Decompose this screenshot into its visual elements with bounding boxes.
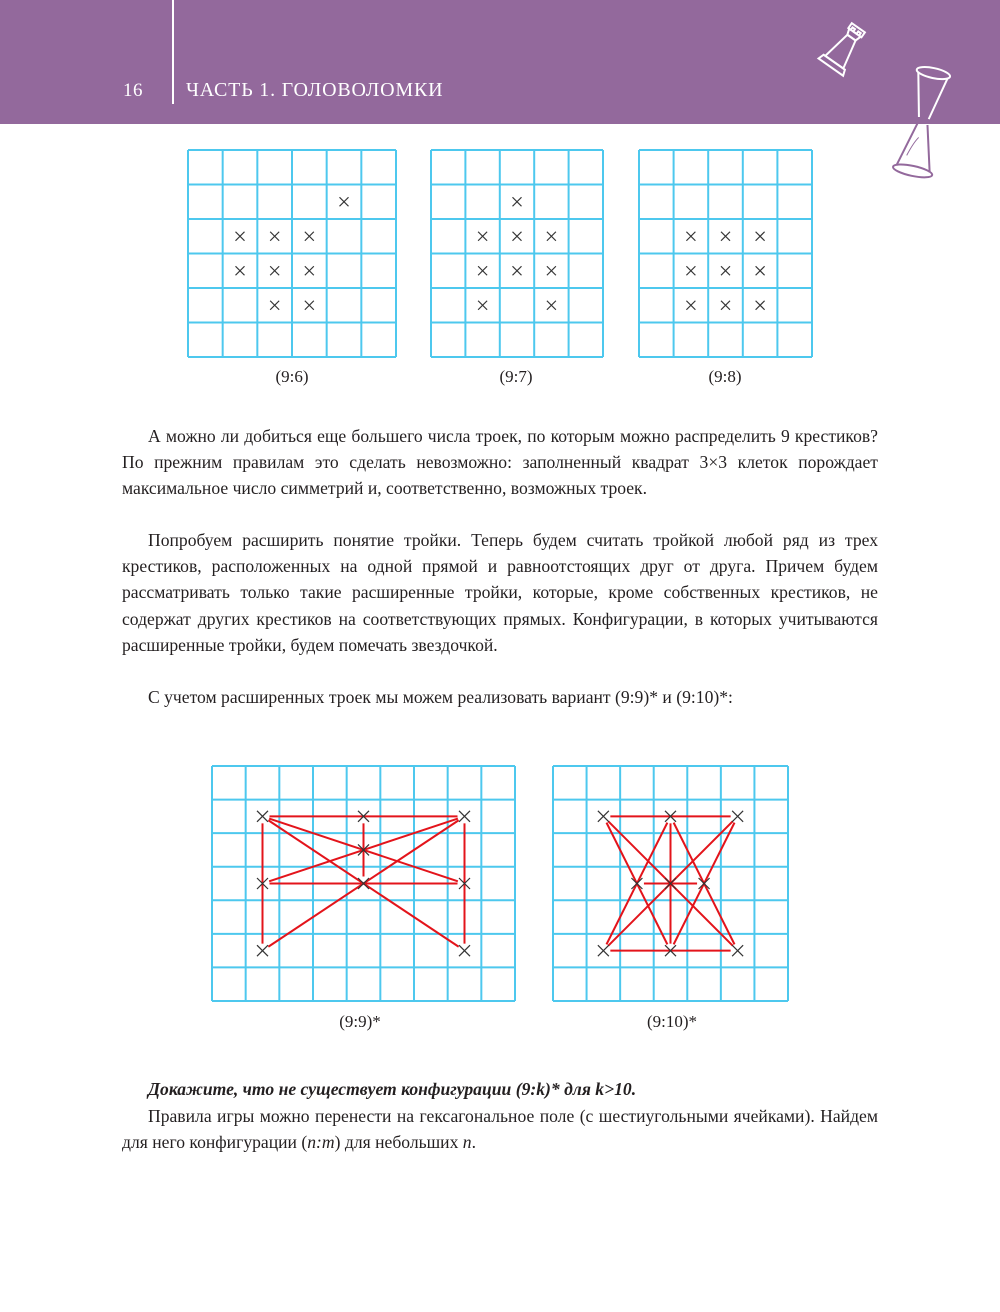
grid-figure-9-6 [187, 149, 397, 358]
cross-mark [598, 811, 609, 822]
grid-figure-9-7 [430, 149, 604, 358]
paragraph-4-n: n [462, 1132, 472, 1153]
grid-figure-9-8 [638, 149, 813, 358]
cross-mark [513, 197, 522, 206]
cross-mark [732, 945, 743, 956]
cross-mark [686, 232, 695, 241]
cross-mark [257, 945, 268, 956]
cross-mark [270, 266, 279, 275]
cross-mark [756, 301, 765, 310]
cross-mark [547, 232, 556, 241]
hourglass-icon [888, 62, 958, 182]
paragraph-2 [122, 527, 878, 658]
cross-mark [513, 232, 522, 241]
cross-mark [305, 301, 314, 310]
cross-mark [547, 266, 556, 275]
cross-mark [721, 301, 730, 310]
cross-mark [598, 945, 609, 956]
cross-mark [547, 301, 556, 310]
cross-mark [257, 811, 268, 822]
cross-mark [631, 878, 642, 889]
figure-caption: (9:9)* [339, 1012, 381, 1031]
header-divider [172, 0, 174, 104]
cross-mark [513, 266, 522, 275]
task-statement [122, 1076, 878, 1102]
cross-mark [686, 266, 695, 275]
cross-mark [699, 878, 710, 889]
cross-mark [732, 811, 743, 822]
cross-mark [478, 266, 487, 275]
running-head: ЧАСТЬ 1. ГОЛОВОЛОМКИ [186, 79, 444, 101]
cross-mark [686, 301, 695, 310]
paragraph-2-text: Попробуем расширить понятие тройки. Теперь будем считать тройкой любой ряд из трех крестиков, расположенных на одной прямой и равноотстоящих друг от друга. Причем будем рассматривать только такие расширенные тройки, которые, кроме собственных крестиков, не содержат других крестиков на соответствующих прямых. Конфигурации, в которых учитываются расширенные тройки, будем помечать звездочкой. [122, 530, 878, 655]
grid-figure-9-10-star [552, 765, 789, 1002]
cross-mark [459, 945, 470, 956]
figure-caption: (9:7) [499, 367, 533, 386]
paragraph-4-nm: n:m [307, 1132, 335, 1153]
figure-caption: (9:8) [708, 367, 742, 386]
paragraph-1 [122, 423, 878, 502]
paragraph-4-text-c: . [471, 1132, 476, 1153]
paragraph-3-text: С учетом расширенных троек мы можем реализовать вариант (9:9)* и (9:10)*: [148, 687, 733, 707]
paragraph-4-text-b: ) для небольших [334, 1132, 463, 1153]
grid-figure-9-9-star [211, 765, 516, 1002]
cross-mark [236, 232, 245, 241]
cross-mark [340, 197, 349, 206]
page-number: 16 [123, 80, 143, 101]
figure-caption: (9:6) [275, 367, 309, 386]
task-text: Докажите, что не существует конфигурации (9:k)* для k>10. [148, 1079, 637, 1099]
chess-rook-icon [800, 18, 880, 90]
paragraph-4-text-a: Правила игры можно перенести на гексагональное поле (с шестиугольными ячейками). Найдем для него конфигурации ( [122, 1106, 878, 1153]
cross-mark [459, 811, 470, 822]
paragraph-1-text: А можно ли добиться еще большего числа троек, по которым можно распределить 9 крестиков? По прежним правилам это сделать невозможно: заполненный квадрат 3×3 клеток порождает максимальное число симметрий и, соответственно, возможных троек. [122, 426, 878, 499]
cross-mark [305, 266, 314, 275]
cross-mark [478, 232, 487, 241]
cross-mark [270, 232, 279, 241]
cross-mark [721, 232, 730, 241]
cross-mark [305, 232, 314, 241]
cross-mark [270, 301, 279, 310]
cross-mark [756, 232, 765, 241]
figure-caption: (9:10)* [646, 1012, 698, 1031]
cross-mark [721, 266, 730, 275]
cross-mark [478, 301, 487, 310]
cross-mark [236, 266, 245, 275]
cross-mark [756, 266, 765, 275]
paragraph-3 [122, 684, 878, 710]
paragraph-4 [122, 1103, 878, 1155]
